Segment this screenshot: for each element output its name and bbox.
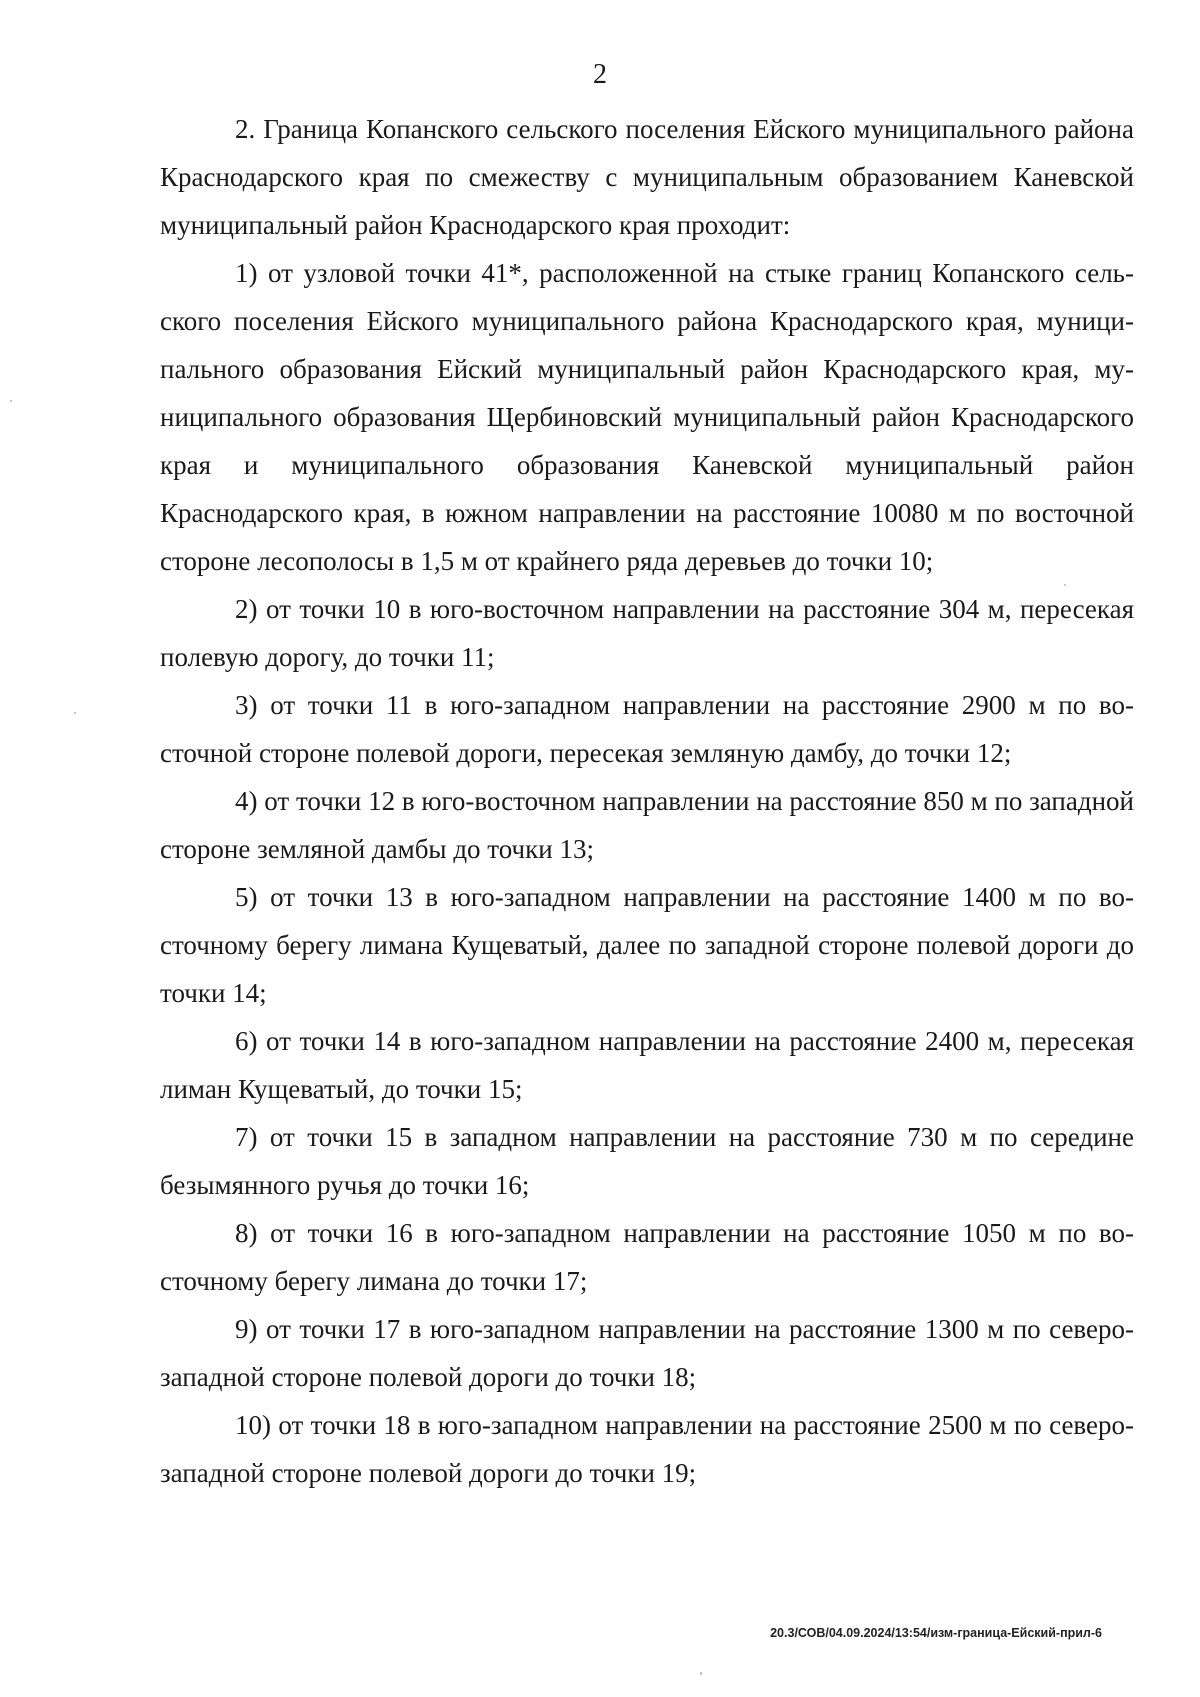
scan-speck [74, 712, 76, 714]
paragraph-item-7: 7) от точки 15 в западном направлении на расстояние 730 м по середине безымянного ручья до точки 16; [160, 1122, 1134, 1200]
paragraph-intro: 2. Граница Копанского сельского поселения Ейского муниципального района Краснодарского края по смежеству с муниципальным образованием Каневской муниципальный район Краснодарского края проходит: [160, 114, 1134, 240]
paragraph-item-6: 6) от точки 14 в юго-западном направлении на расстояние 2400 м, пересекая лиман Кущеватый, до точки 15; [160, 1026, 1134, 1104]
paragraph-item-10: 10) от точки 18 в юго-западном направлении на расстояние 2500 м по северо-западной стороне полевой дороги до точки 19; [160, 1410, 1134, 1488]
paragraph-item-9: 9) от точки 17 в юго-западном направлении на расстояние 1300 м по северо-западной стороне полевой дороги до точки 18; [160, 1314, 1134, 1392]
paragraph-item-5: 5) от точки 13 в юго-западном направлении на расстояние 1400 м по восточному берегу лимана Кущеватый, далее по западной стороне полевой дороги до точки 14; [160, 882, 1134, 1008]
paragraph-item-1: 1) от узловой точки 41*, расположенной на стыке границ Копанского сельского поселения Ейского муниципального района Краснодарского края, муниципального образования Ейский муниципальный район Краснодарского края, муниципального образования Щербиновский муниципальный район Краснодарского края и муниципального образования Каневской муниципальный район Краснодарского края, в южном направлении на расстояние 10080 м по восточной стороне лесополосы в 1,5 м от крайнего ряда деревьев до точки 10; [160, 258, 1134, 576]
paragraph-item-2: 2) от точки 10 в юго-восточном направлении на расстояние 304 м, пересекая полевую дорогу, до точки 11; [160, 594, 1134, 672]
scan-speck [10, 400, 12, 402]
document-body [160, 105, 1134, 1497]
page-number: 2 [593, 59, 607, 90]
paragraph-item-8: 8) от точки 16 в юго-западном направлении на расстояние 1050 м по восточному берегу лимана до точки 17; [160, 1218, 1134, 1296]
footer-reference: 20.3/СОВ/04.09.2024/13:54/изм-граница-Ейский-прил-6 [770, 1626, 1102, 1640]
scan-speck [1064, 584, 1066, 586]
scan-speck [700, 1672, 702, 1675]
paragraph-item-4: 4) от точки 12 в юго-восточном направлении на расстояние 850 м по западной стороне земляной дамбы до точки 13; [160, 786, 1134, 864]
paragraph-item-3: 3) от точки 11 в юго-западном направлении на расстояние 2900 м по восточной стороне полевой дороги, пересекая земляную дамбу, до точки 12; [160, 690, 1134, 768]
